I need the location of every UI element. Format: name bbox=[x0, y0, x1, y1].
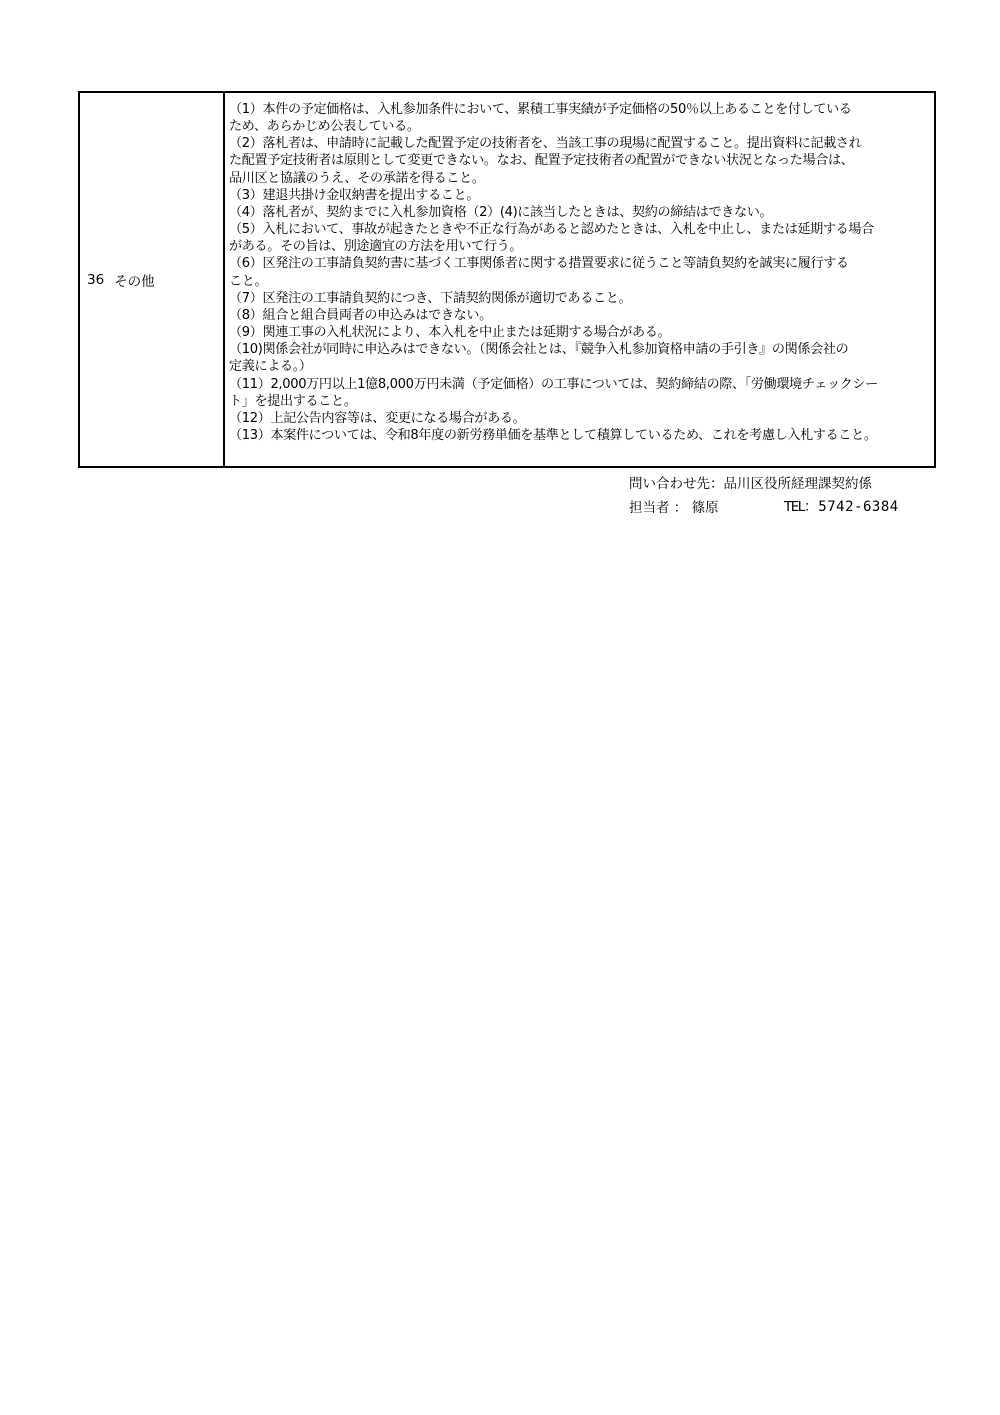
content-line: （1）本件の予定価格は、入札参加条件において、累積工事実績が予定価格の50％以上あることを付している bbox=[229, 102, 852, 117]
content-line: （6）区発注の工事請負契約書に基づく工事関係者に関する措置要求に従うこと等請負契約を誠実に履行する bbox=[229, 256, 849, 272]
content-line: た配置予定技術者は原則として変更できない。なお、配置予定技術者の配置ができない状況となった場合は、 bbox=[229, 153, 854, 169]
section-label-cell bbox=[80, 93, 225, 466]
content-line: （4）落札者が、契約までに入札参加資格（2）(4)に該当したときは、契約の締結はできない。 bbox=[229, 204, 773, 220]
contact-person-row bbox=[629, 496, 899, 516]
content-line: （10)関係会社が同時に申込みはできない。（関係会社とは、『競争入札参加資格申請の手引き』の関係会社の bbox=[229, 342, 849, 358]
content-line: （3）建退共掛け金収納書を提出すること。 bbox=[229, 187, 480, 203]
contact-inquiry: 問い合わせ先：品川区役所経理課契約係 bbox=[629, 476, 872, 492]
contact-person: 担当者 ： 篠原 bbox=[629, 500, 719, 516]
section-number: 36 bbox=[87, 271, 105, 288]
content-line: ト」を提出すること。 bbox=[229, 393, 357, 409]
content-line: （8）組合と組合員両者の申込みはできない。 bbox=[229, 307, 492, 323]
content-line: （5）入札において、事故が起きたときや不正な行為があると認めたときは、入札を中止し、または延期する場合 bbox=[229, 222, 874, 238]
content-line: （13）本案件については、令和8年度の新労務単価を基準として積算しているため、これを考慮し入札すること。 bbox=[229, 427, 877, 443]
section-label: その他 bbox=[114, 273, 155, 290]
tel-label: TEL bbox=[784, 499, 804, 515]
content-line: （2）落札者は、申請時に記載した配置予定の技術者を、当該工事の現場に配置すること。提出資料に記載され bbox=[229, 136, 862, 152]
content-line: がある。その旨は、別途適宜の方法を用いて行う。 bbox=[229, 239, 523, 255]
tel-number: ：5742-6384 bbox=[803, 499, 899, 515]
content-line: （12）上記公告内容等は、変更になる場合がある。 bbox=[229, 410, 526, 426]
content-line: （7）区発注の工事請負契約につき、下請契約関係が適切であること。 bbox=[229, 290, 632, 306]
content-line: ため、あらかじめ公表している。 bbox=[229, 119, 420, 135]
contact-tel bbox=[784, 496, 899, 516]
content-line: （9）関連工事の入札状況により、本入札を中止または延期する場合がある。 bbox=[229, 325, 671, 341]
content-line: こと。 bbox=[229, 273, 268, 289]
section-content bbox=[225, 93, 934, 466]
content-line: 品川区と協議のうえ、その承諾を得ること。 bbox=[229, 170, 485, 186]
notice-table bbox=[78, 91, 936, 468]
content-line: （11）2,000万円以上1億8,000万円未満（予定価格）の工事については、契約締結の際、「労働環境チェックシー bbox=[229, 376, 878, 392]
content-line: 定義による。） bbox=[229, 359, 312, 375]
